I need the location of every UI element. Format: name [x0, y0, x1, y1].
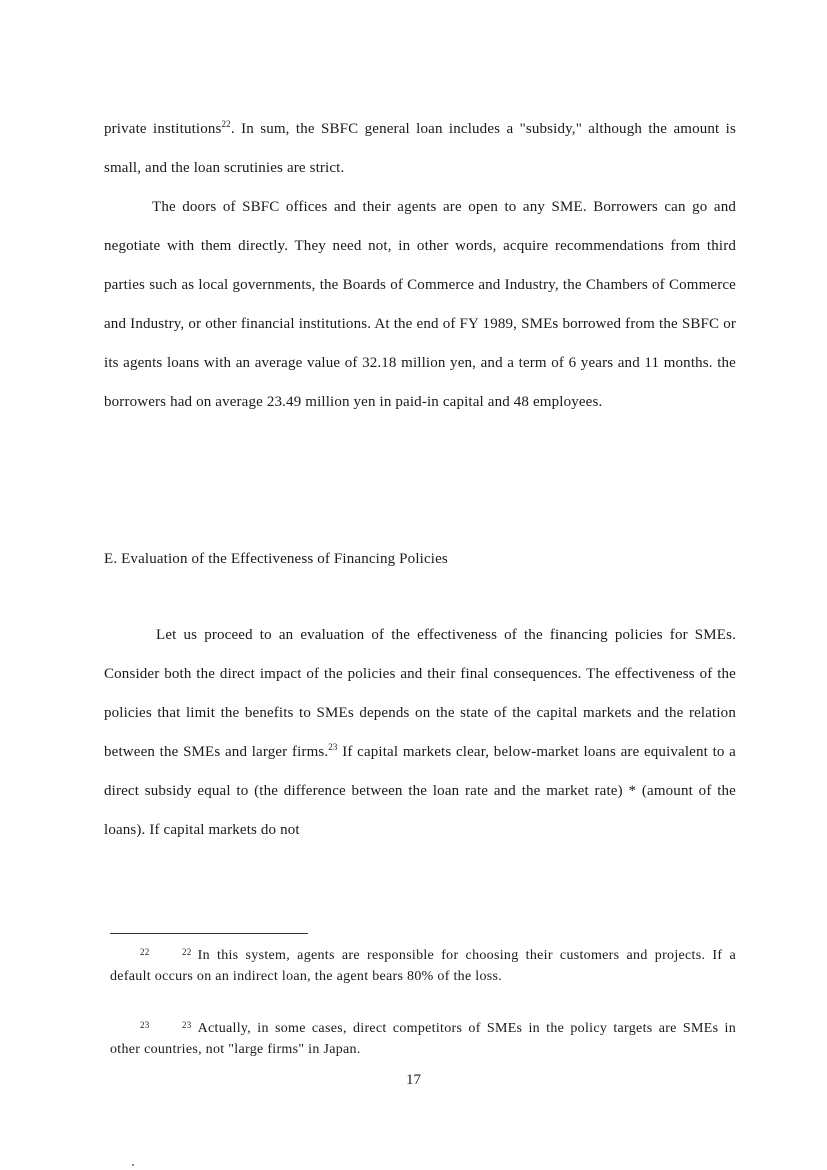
paragraph-text: If capital markets clear, below-market loans are equivalent to a direct subsidy equal to (the difference between the loan rate and the market rate) * (amount of the loans). If capital markets do not [104, 744, 736, 838]
footnote-reference: 23 [328, 742, 338, 752]
footnote [110, 942, 736, 987]
footnote-reference: 22 [221, 119, 231, 129]
footnote-text: Actually, in some cases, direct competitors of SMEs in the policy targets are SMEs in other countries, not "large firms" in Japan. [110, 1021, 736, 1057]
paragraph-text: private institutions [104, 121, 222, 137]
paragraph-text: Let us proceed to an evaluation of the effectiveness of the financing policies for SMEs. Consider both the direct impact of the policies and their final consequences. The effectiveness of the policies that limit the benefits to SMEs depends on the state of the capital markets and the relation between the SMEs and larger firms. [104, 627, 736, 760]
paragraph-continuation [104, 110, 736, 188]
footnote-marker: 23 [182, 1020, 192, 1030]
footnote-text: In this system, agents are responsible for choosing their customers and projects. If a default occurs on an indirect loan, the agent bears 80% of the loss. [110, 948, 736, 984]
footnote-separator [110, 933, 308, 934]
footnote-marker: 22 [182, 947, 192, 957]
page-number: 17 [406, 1072, 421, 1088]
footnote-number: 23 [140, 1020, 150, 1030]
footnote-number: 22 [140, 947, 150, 957]
paragraph-text: . In sum, the SBFC general loan includes a "subsidy," although the amount is small, and the loan scrutinies are strict. [104, 121, 736, 176]
paragraph-sbfc-offices: The doors of SBFC offices and their agents are open to any SME. Borrowers can go and negotiate with them directly. They need not, in other words, acquire recommendations from third parties such as local governments, the Boards of Commerce and Industry, the Chambers of Commerce and Industry, or other financial institutions. At the end of FY 1989, SMEs borrowed from the SBFC or its agents loans with an average value of 32.18 million yen, and a term of 6 years and 11 months. the borrowers had on average 23.49 million yen in paid-in capital and 48 employees. [104, 199, 736, 410]
paragraph-evaluation [104, 616, 736, 850]
scan-speck [132, 1164, 134, 1166]
section-heading: E. Evaluation of the Effectiveness of Financing Policies [104, 551, 448, 567]
footnote [110, 1015, 736, 1060]
